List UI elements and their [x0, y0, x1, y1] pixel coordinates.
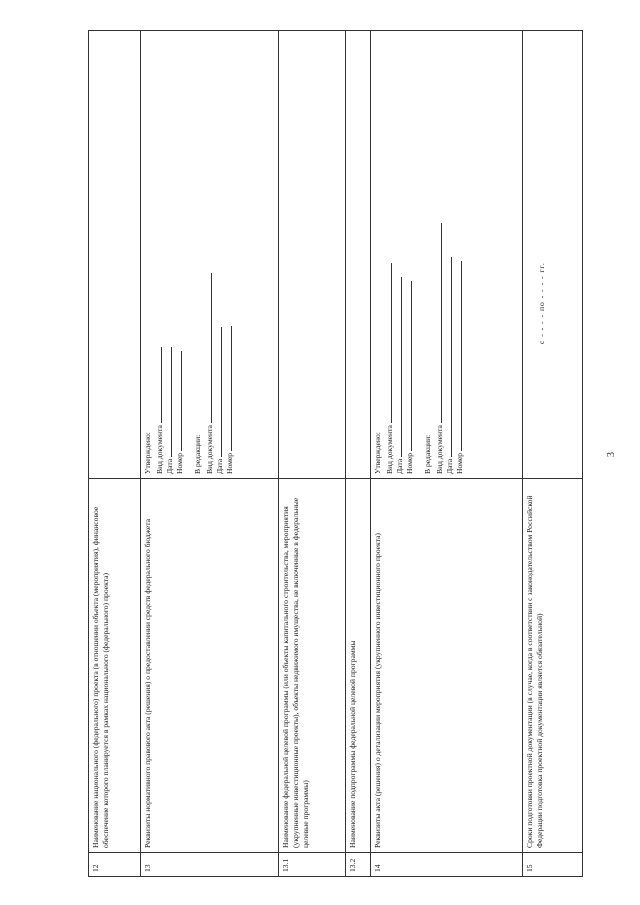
page-number: 3: [606, 452, 617, 457]
approved-label: Утверждено:: [143, 432, 152, 474]
field-label: Номер: [455, 452, 464, 474]
row-value: [89, 31, 141, 479]
date-field: [393, 35, 403, 474]
table-row: [346, 31, 371, 877]
doc-type-field: [203, 35, 213, 474]
field-label: Номер: [405, 452, 414, 474]
row-value: [523, 31, 583, 479]
doc-type-field: [433, 35, 443, 474]
blank-line: [453, 261, 462, 451]
approval-fields: [373, 35, 463, 474]
term-period: с - - - - по - - - - гг.: [537, 262, 546, 344]
row-number: 14: [371, 853, 523, 877]
edition-label: В редакции:: [423, 434, 432, 474]
blank-line: [403, 281, 412, 451]
table-row: [371, 31, 523, 877]
row-number: 12: [89, 853, 141, 877]
blank-line: [173, 351, 182, 451]
table-row: [279, 31, 346, 877]
approval-fields: [143, 35, 233, 474]
field-label: Номер: [175, 452, 184, 474]
row-label: Реквизиты акта (решения) о детализации мероприятия (укрупненного инвестиционного проекта): [371, 479, 523, 853]
blank-line: [383, 263, 392, 423]
field-label: Вид документа: [155, 425, 164, 474]
number-field: [223, 35, 233, 474]
number-field: [173, 35, 183, 474]
row-label: Реквизиты нормативного правового акта (решения) о предоставлении средств федерального бюджета: [141, 479, 279, 853]
field-label: Вид документа: [205, 425, 214, 474]
date-field: [443, 35, 453, 474]
row-label: Наименование подпрограммы федеральной целевой программы: [346, 479, 371, 853]
row-value: [279, 31, 346, 479]
number-field: [403, 35, 413, 474]
date-field: [163, 35, 173, 474]
date-field: [213, 35, 223, 474]
field-label: Вид документа: [435, 425, 444, 474]
passport-table: [88, 30, 583, 877]
field-label: Дата: [445, 458, 454, 474]
blank-line: [203, 273, 212, 423]
row-value: [371, 31, 523, 479]
row-label: Сроки подготовки проектной документации (в случае, когда в соответствии с законодательством Российской Федерации подготовка проектной документации является обязательной): [523, 479, 583, 853]
field-label: Номер: [225, 452, 234, 474]
field-label: Дата: [215, 458, 224, 474]
blank-line: [153, 347, 162, 423]
row-number: 13: [141, 853, 279, 877]
spacer: [183, 35, 193, 474]
row-value: [141, 31, 279, 479]
field-label: Дата: [165, 458, 174, 474]
row-number: 13.2: [346, 853, 371, 877]
spacer: [413, 35, 423, 474]
table-row: [89, 31, 141, 877]
number-field: [453, 35, 463, 474]
row-label: Наименование федеральной целевой программы (или объекты капитального строительства, мероприятия (укрупненные инвестиционные проекты), объекты недвижимого имущества, не включенные в федеральные целевые программы): [279, 479, 346, 853]
field-label: Дата: [395, 458, 404, 474]
blank-line: [433, 223, 442, 423]
approved-label: Утверждено:: [373, 432, 382, 474]
row-value: [346, 31, 371, 479]
edition-label: В редакции:: [193, 434, 202, 474]
blank-line: [213, 327, 222, 457]
blank-line: [163, 347, 172, 457]
field-label: Вид документа: [385, 425, 394, 474]
blank-line: [393, 277, 402, 457]
row-number: 15: [523, 853, 583, 877]
blank-line: [443, 257, 452, 457]
table-row: [523, 31, 583, 877]
row-number: 13.1: [279, 853, 346, 877]
table-row: [141, 31, 279, 877]
doc-type-field: [383, 35, 393, 474]
row-label: Наименование национального (федерального) проекта (в отношении объекта (мероприятия), финансовое обеспечение которого планируется в рамках национального (федерального) проекта): [89, 479, 141, 853]
doc-type-field: [153, 35, 163, 474]
blank-line: [223, 326, 232, 451]
